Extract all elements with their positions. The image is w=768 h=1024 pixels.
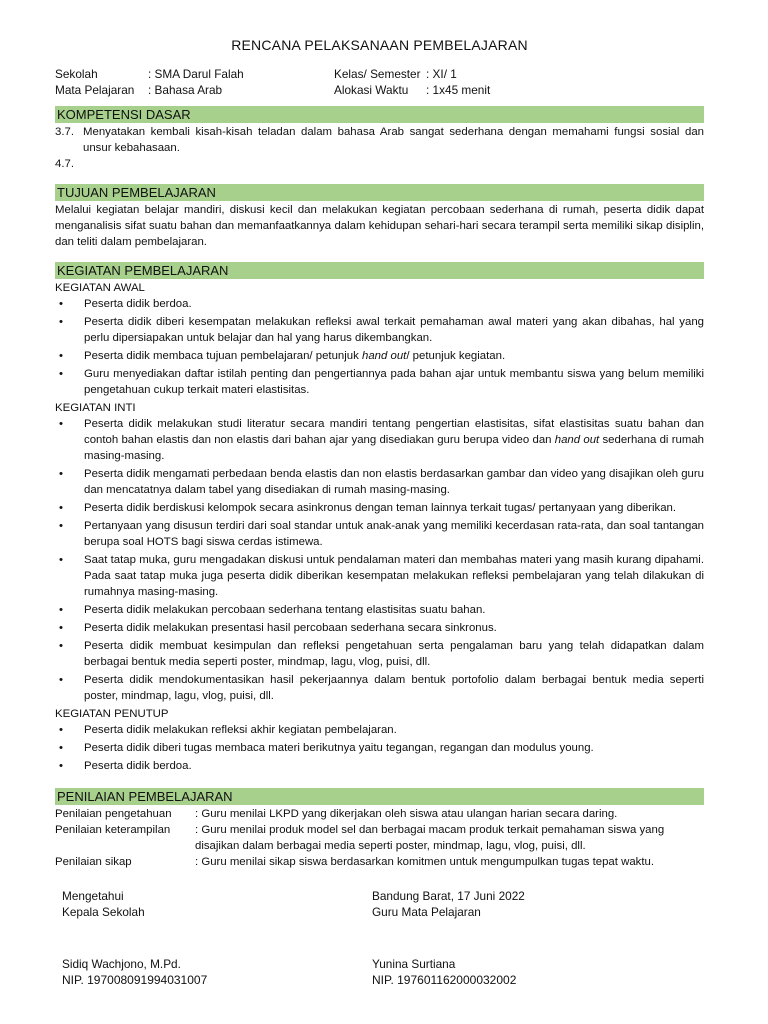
list-item-text: Peserta didik diberi tugas membaca materi berikutnya yaitu tegangan, regangan dan modulus young. [84, 742, 594, 754]
kegiatan-penutup-list [55, 722, 704, 774]
list-item-text: Peserta didik berdoa. [84, 760, 192, 772]
bullet-icon: • [59, 298, 63, 310]
sign-right-nip: NIP. 197601162000032002 [372, 973, 517, 987]
kd-number: 4.7. [55, 158, 74, 170]
list-item-text: Peserta didik melakukan studi literatur secara mandiri tentang pengertian elastisitas, sifat elastisitas suatu bahan dan contoh bahan elastis dan non elastis dari bahan ajar yang disediakan guru berupa video dan [84, 418, 704, 446]
list-item-text: Peserta didik melakukan presentasi hasil percobaan sederhana secara sinkronus. [84, 622, 497, 634]
penilaian-label: Penilaian keterampilan [55, 824, 171, 836]
tujuan-heading: TUJUAN PEMBELAJARAN [55, 184, 704, 201]
list-item [55, 758, 704, 774]
document-title: RENCANA PELAKSANAAN PEMBELAJARAN [231, 37, 528, 53]
list-item [55, 416, 704, 464]
list-item-emphasis: hand out [361, 350, 407, 362]
sign-left-line2: Kepala Sekolah [62, 905, 145, 919]
kd-item [55, 124, 704, 156]
list-item [55, 466, 704, 498]
kompetensi-heading: KOMPETENSI DASAR [55, 106, 704, 123]
bullet-icon: • [59, 502, 63, 514]
list-item [55, 518, 704, 550]
sign-right-line2: Guru Mata Pelajaran [372, 905, 481, 919]
time-value: : 1x45 menit [426, 83, 491, 97]
info-block [55, 66, 704, 98]
class-value: : XI/ 1 [426, 67, 457, 81]
list-item-emphasis: hand out [554, 434, 600, 446]
bullet-icon: • [59, 622, 63, 634]
list-item-text: Peserta didik membuat kesimpulan dan refleksi pengetahuan serta pengalaman baru yang telah didapatkan dalam berbagai bentuk media seperti poster, mindmap, lagu, vlog, puisi, dll. [84, 640, 704, 668]
bullet-icon: • [59, 760, 63, 772]
list-item-text: sederhana di rumah masing-masing. [84, 434, 704, 462]
penilaian-value: : Guru menilai LKPD yang dikerjakan oleh siswa atau ulangan harian secara daring. [195, 808, 618, 820]
bullet-icon: • [59, 554, 63, 566]
list-item-text: Pertanyaan yang disusun terdiri dari soal standar untuk anak-anak yang memiliki kecerdasan rata-rata, dan soal tantangan berupa soal HOTS bagi siswa cerdas istimewa. [84, 520, 704, 548]
penilaian-value: : Guru menilai produk model sel dan berbagai macam produk terkait pemahaman siswa yang disajikan dalam berbagai media seperti poster, mindmap, lagu, vlog, puisi, dll. [195, 824, 665, 852]
penilaian-label: Penilaian sikap [55, 856, 132, 868]
bullet-icon: • [59, 742, 63, 754]
penilaian-table [55, 806, 704, 870]
bullet-icon: • [59, 674, 63, 686]
list-item-text: Peserta didik mendokumentasikan hasil pekerjaannya dalam bentuk portofolio dalam berbagai bentuk media seperti poster, mindmap, lagu, vlog, puisi, dll. [84, 674, 704, 702]
list-item [55, 348, 704, 364]
list-item-text: Peserta didik diberi kesempatan melakukan refleksi awal terkait pemahaman awal materi yang akan dibahas, hal yang perlu dipersiapakan untuk belajar dan hal yang harus dikembangkan. [84, 316, 704, 344]
bullet-icon: • [59, 316, 63, 328]
list-item [55, 638, 704, 670]
sign-left-nip: NIP. 197008091994031007 [62, 973, 208, 987]
list-item-text: / petunjuk kegiatan. [406, 350, 506, 362]
list-item [55, 602, 704, 618]
bullet-icon: • [59, 350, 63, 362]
kegiatan-inti-list [55, 416, 704, 704]
list-item [55, 672, 704, 704]
list-item-text: Peserta didik membaca tujuan pembelajaran/ petunjuk [84, 350, 362, 362]
list-item [55, 740, 704, 756]
subject-label: Mata Pelajaran [55, 83, 135, 97]
bullet-icon: • [59, 418, 63, 430]
bullet-icon: • [59, 520, 63, 532]
signature-space [62, 920, 372, 956]
kegiatan-heading: KEGIATAN PEMBELAJARAN [55, 262, 704, 279]
list-item [55, 366, 704, 398]
sign-left-line1: Mengetahui [62, 889, 124, 903]
signature-space [372, 920, 704, 956]
list-item [55, 500, 704, 516]
bullet-icon: • [59, 724, 63, 736]
kegiatan-awal-label: KEGIATAN AWAL [55, 282, 145, 294]
list-item-text: Peserta didik berdoa. [84, 298, 192, 310]
sign-right-name: Yunina Surtiana [372, 957, 456, 971]
list-item-text: Peserta didik berdiskusi kelompok secara asinkronus dengan teman lainnya terkait tugas/ pertanyaan yang diberikan. [84, 502, 677, 514]
list-item-text: Saat tatap muka, guru mengadakan diskusi untuk pendalaman materi dan membahas materi yang masih kurang dipahami. Pada saat tatap muka juga peserta didik diberikan kesempatan melakukan refleksi pembelajaran yang telah dilakukan di rumahnya masing-masing. [84, 554, 704, 598]
kd-text [83, 156, 704, 172]
penilaian-heading: PENILAIAN PEMBELAJARAN [55, 788, 704, 805]
list-item [55, 314, 704, 346]
school-label: Sekolah [55, 67, 98, 81]
list-item [55, 552, 704, 600]
kd-item [55, 156, 704, 172]
school-value: : SMA Darul Falah [148, 67, 244, 81]
list-item-text: Peserta didik melakukan percobaan sederhana tentang elastisitas suatu bahan. [84, 604, 486, 616]
penilaian-label: Penilaian pengetahuan [55, 808, 172, 820]
time-label: Alokasi Waktu [334, 83, 409, 97]
kegiatan-awal-list [55, 296, 704, 398]
class-label: Kelas/ Semester [334, 67, 421, 81]
bullet-icon: • [59, 640, 63, 652]
kd-text: Menyatakan kembali kisah-kisah teladan dalam bahasa Arab sangat sederhana dengan memahami fungsi sosial dan unsur kebahasaan. [83, 126, 704, 154]
bullet-icon: • [59, 368, 63, 380]
list-item-text: Peserta didik melakukan refleksi akhir kegiatan pembelajaran. [84, 724, 397, 736]
list-item [55, 722, 704, 738]
sign-right-line1: Bandung Barat, 17 Juni 2022 [372, 889, 525, 903]
tujuan-text: Melalui kegiatan belajar mandiri, diskusi kecil dan melakukan kegiatan percobaan sederhana di rumah, peserta didik dapat menganalisis sifat suatu bahan dan memanfaatkannya dalam kehidupan sehari-hari secara terampil serta memiliki sikap disiplin, dan teliti dalam pembelajaran. [55, 204, 704, 248]
kd-number: 3.7. [55, 126, 74, 138]
bullet-icon: • [59, 468, 63, 480]
list-item-text: Peserta didik mengamati perbedaan benda elastis dan non elastis berdasarkan gambar dan video yang disajikan oleh guru dan mencatatnya dalam tabel yang disediakan di rumah masing-masing. [84, 468, 704, 496]
list-item [55, 620, 704, 636]
penilaian-value: : Guru menilai sikap siswa berdasarkan komitmen untuk mengumpulkan tugas tepat waktu. [195, 856, 655, 868]
subject-value: : Bahasa Arab [148, 83, 223, 97]
kegiatan-inti-label: KEGIATAN INTI [55, 402, 136, 414]
list-item-text: Guru menyediakan daftar istilah penting dan pengertiannya pada bahan ajar untuk membantu siswa yang belum memiliki pengetahuan cukup terkait materi elastisitas. [84, 368, 704, 396]
list-item [55, 296, 704, 312]
kegiatan-penutup-label: KEGIATAN PENUTUP [55, 708, 169, 720]
bullet-icon: • [59, 604, 63, 616]
sign-left-name: Sidiq Wachjono, M.Pd. [62, 957, 181, 971]
signature-block [55, 888, 704, 988]
